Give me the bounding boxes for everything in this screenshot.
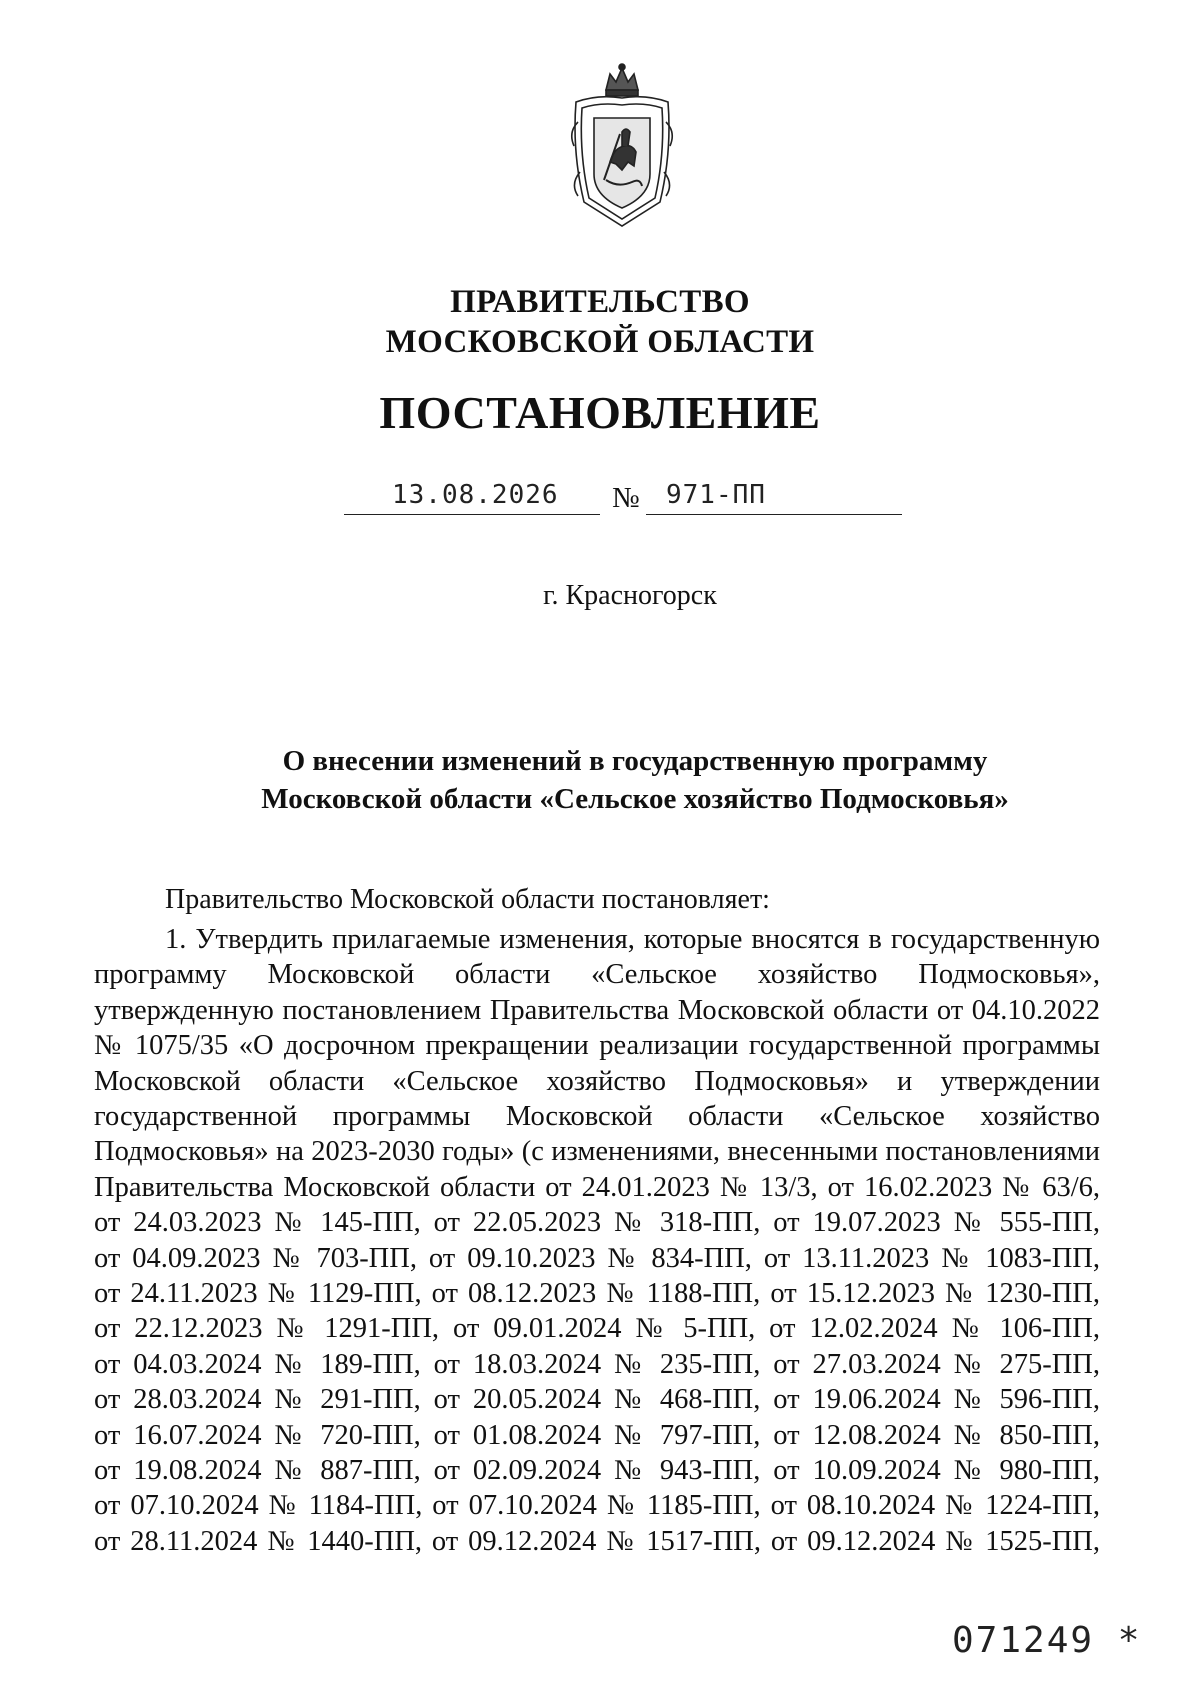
paragraph-line: от 04.09.2023 № 703-ПП, от 09.10.2023 № 834-ПП, от 13.11.2023 № 1083-ПП, — [94, 1242, 1100, 1274]
subject-line2: Московской области «Сельское хозяйство Подмосковья» — [261, 783, 1009, 815]
authority-name-line1: ПРАВИТЕЛЬСТВО — [450, 284, 750, 320]
paragraph-line: от 04.03.2024 № 189-ПП, от 18.03.2024 № 235-ПП, от 27.03.2024 № 275-ПП, — [94, 1348, 1100, 1380]
paragraph-line: Подмосковья» на 2023-2030 годы» (с изменениями, внесенными постановлениями — [94, 1136, 1100, 1168]
serial-number: 071249 * — [952, 1620, 1142, 1661]
paragraph-line: от 07.10.2024 № 1184-ПП, от 07.10.2024 № 1185-ПП, от 08.10.2024 № 1224-ПП, — [94, 1490, 1100, 1522]
document-number-field — [646, 474, 902, 515]
document-type-title: ПОСТАНОВЛЕНИЕ — [379, 387, 821, 438]
paragraph-line: Правительства Московской области от 24.01.2023 № 13/3, от 16.02.2023 № 63/6, — [94, 1171, 1100, 1203]
paragraph-line: 1. Утвердить прилагаемые изменения, которые вносятся в государственную — [165, 924, 1100, 955]
number-sign: № — [612, 482, 640, 514]
lead-sentence: Правительство Московской области постановляет: — [165, 884, 770, 915]
paragraph-line: от 22.12.2023 № 1291-ПП, от 09.01.2024 № 5-ПП, от 12.02.2024 № 106-ПП, — [94, 1313, 1100, 1345]
paragraph-line: от 19.08.2024 № 887-ПП, от 02.09.2024 № 943-ПП, от 10.09.2024 № 980-ПП, — [94, 1455, 1100, 1486]
paragraph-line: от 16.07.2024 № 720-ПП, от 01.08.2024 № 797-ПП, от 12.08.2024 № 850-ПП, — [94, 1419, 1100, 1451]
paragraph-line: государственной программы Московской области «Сельское хозяйство — [94, 1101, 1100, 1132]
paragraph-line: Московской области «Сельское хозяйство Подмосковья» и утверждении — [94, 1065, 1100, 1097]
document-number: 971-ПП — [666, 480, 766, 510]
issue-city: г. Красногорск — [543, 580, 717, 611]
paragraph-line: № 1075/35 «О досрочном прекращении реализации государственной программы — [94, 1030, 1100, 1062]
coat-of-arms-icon — [562, 62, 682, 230]
document-date: 13.08.2026 — [392, 480, 559, 510]
paragraph-line: от 24.03.2023 № 145-ПП, от 22.05.2023 № 318-ПП, от 19.07.2023 № 555-ПП, — [94, 1207, 1100, 1239]
document-date-field — [344, 474, 600, 515]
paragraph-line: утвержденную постановлением Правительства Московской области от 04.10.2022 — [94, 994, 1100, 1026]
paragraph-line: от 28.03.2024 № 291-ПП, от 20.05.2024 № 468-ПП, от 19.06.2024 № 596-ПП, — [94, 1384, 1100, 1416]
authority-name-line2: МОСКОВСКОЙ ОБЛАСТИ — [385, 324, 815, 360]
subject-line1: О внесении изменений в государственную программу — [282, 745, 988, 777]
paragraph-line: от 24.11.2023 № 1129-ПП, от 08.12.2023 № 1188-ПП, от 15.12.2023 № 1230-ПП, — [94, 1278, 1100, 1309]
paragraph-line: программу Московской области «Сельское хозяйство Подмосковья», — [94, 959, 1100, 991]
paragraph-line: от 28.11.2024 № 1440-ПП, от 09.12.2024 № 1517-ПП, от 09.12.2024 № 1525-ПП, — [94, 1525, 1100, 1557]
